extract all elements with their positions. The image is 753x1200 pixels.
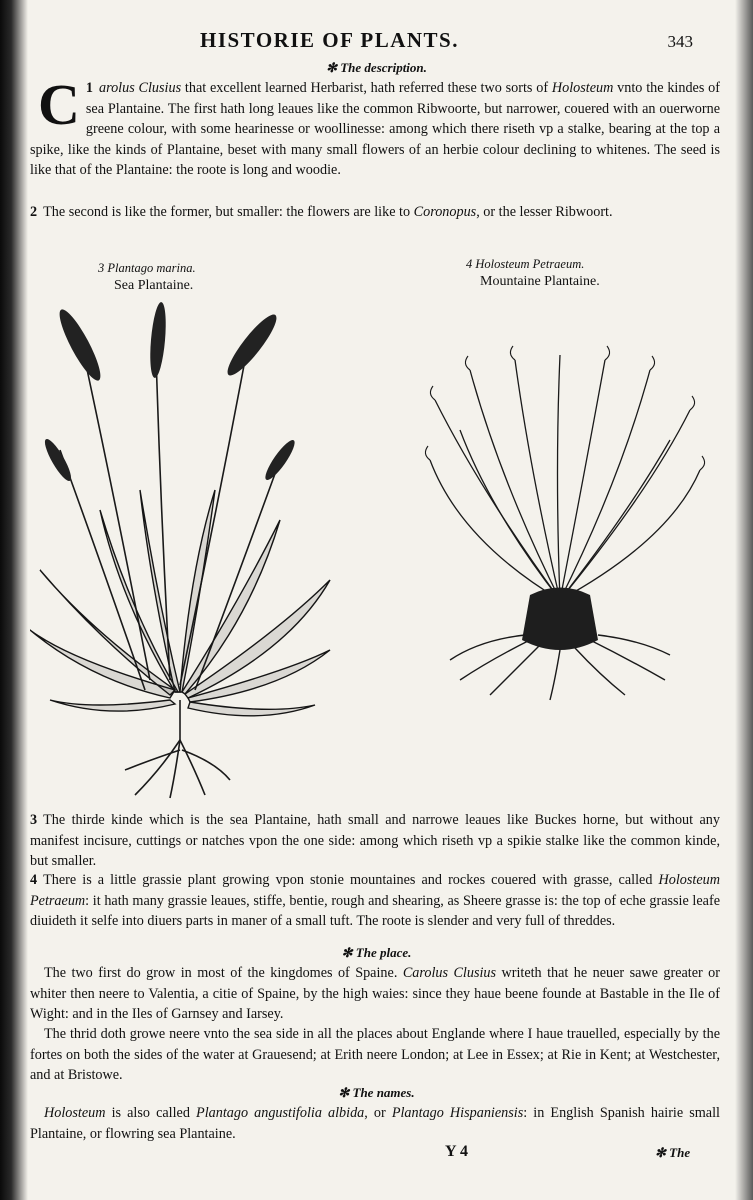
kinds-paragraph-4 [30, 870, 720, 932]
plant-name: Holosteum Petraeum [30, 872, 720, 909]
plant-name: Holosteum [551, 80, 614, 96]
page-header [0, 28, 753, 58]
page-edge-shadow [735, 0, 753, 1200]
running-head: HISTORIE OF PLANTS. [200, 28, 459, 52]
sea-plantaine-woodcut [30, 300, 350, 800]
kinds-paragraph-3 [30, 810, 720, 872]
catchword: ✻ The [655, 1145, 691, 1160]
text-run: : in English Spanish hairie small Plantaine, or flowring sea Plantaine. [30, 1105, 720, 1142]
page-gutter-shadow [0, 0, 28, 1200]
description-paragraph-2 [30, 202, 720, 223]
text-run: The two first do grow in most of the kingdomes of Spaine. [44, 965, 403, 981]
text-run: There is a little grassie plant growing vpon stonie mountaines and rockes couered with grasse, called [43, 872, 659, 888]
text-run: vnto the kindes of sea Plantaine. The first hath long leaues like the common Ribwoorte, but narrower, couered with an ouerworne greene colour, with some hearinesse or woollinesse: among which there riseth vp a stalke, bearing at the top a spike, like the kinds of Plantaine, beset with many small flowers of an herbie colour declining to whitenes. The seed is like that of the Plantaine: the roote is long and woodie. [30, 80, 720, 178]
place-heading: ✻ The place. [341, 945, 412, 960]
names-heading: ✻ The names. [338, 1085, 415, 1100]
plant-name: Holosteum [44, 1105, 106, 1121]
text-run: is also called [105, 1105, 197, 1121]
text-run: writeth that he neuer sawe greater or whiter then neere to Valentia, a citie of Spaine, by the high waies: since they haue beene founde at Bastable in the Ile of Wight: and in the Iles of Garnsey and Iarsey. [30, 965, 721, 1022]
text-run: , or [364, 1105, 392, 1121]
figure-4-english-name: Mountaine Plantaine. [480, 274, 600, 289]
names-paragraph-1 [30, 1103, 720, 1144]
text-run: that excellent learned Herbarist, hath referred these two sorts of [181, 80, 552, 96]
mountaine-plantaine-woodcut [420, 340, 710, 710]
figure-4-caption [466, 256, 600, 290]
signature-mark: Y 4 [445, 1143, 468, 1160]
figure-3-english-name: Sea Plantaine. [114, 278, 194, 293]
text-run: : it hath many grassie leaues, stiffe, bentie, rough and shearing, as Sheere grasse is: the top of eche grassie leafe diuideth it selfe into diuers parts in maner of a small tuft. The roote is slender and very full of threddes. [30, 892, 720, 929]
text-run: The second is like the former, but smaller: the flowers are like to [43, 204, 414, 220]
description-paragraph-1 [30, 72, 720, 181]
place-paragraph-1 [30, 963, 720, 1025]
text-run: The thirde kinde which is the sea Plantaine, hath small and narrowe leaues like Buckes horne, but without any manifest incisure, cuttings or natches vpon the one side: among which riseth vp a spikie stalke like the common kinde, but smaller. [30, 812, 720, 869]
drop-cap: C [38, 72, 80, 137]
page-number: 343 [667, 32, 693, 51]
place-paragraph-2 [30, 1024, 720, 1086]
plant-name: Coronopus [413, 204, 477, 220]
figure-3-latin-name: 3 Plantago marina. [98, 261, 196, 275]
text-run: , or the lesser Ribwoort. [476, 204, 613, 220]
description-heading: ✻ The description. [326, 60, 427, 75]
paragraph-number: 1 [85, 80, 93, 96]
paragraph-number: 2 [30, 204, 38, 220]
paragraph-number: 4 [30, 872, 38, 888]
latin-name: Plantago Hispaniensis [391, 1105, 524, 1121]
author-name: arolus Clusius [98, 80, 182, 96]
paragraph-number: 3 [30, 812, 38, 828]
figure-4-latin-name: 4 Holosteum Petraeum. [466, 257, 585, 271]
latin-name: Plantago angustifolia albida [196, 1105, 365, 1121]
text-run: The thrid doth growe neere vnto the sea side in all the places about Englande where I haue trauelled, especially by the fortes on both the sides of the water at Grauesend; at Erith neere London; at Lee in Essex; at Rie in Kent; at Westchester, and at Bristowe. [30, 1026, 720, 1083]
author-name: Carolus Clusius [402, 965, 497, 981]
figure-3-caption [98, 260, 196, 294]
